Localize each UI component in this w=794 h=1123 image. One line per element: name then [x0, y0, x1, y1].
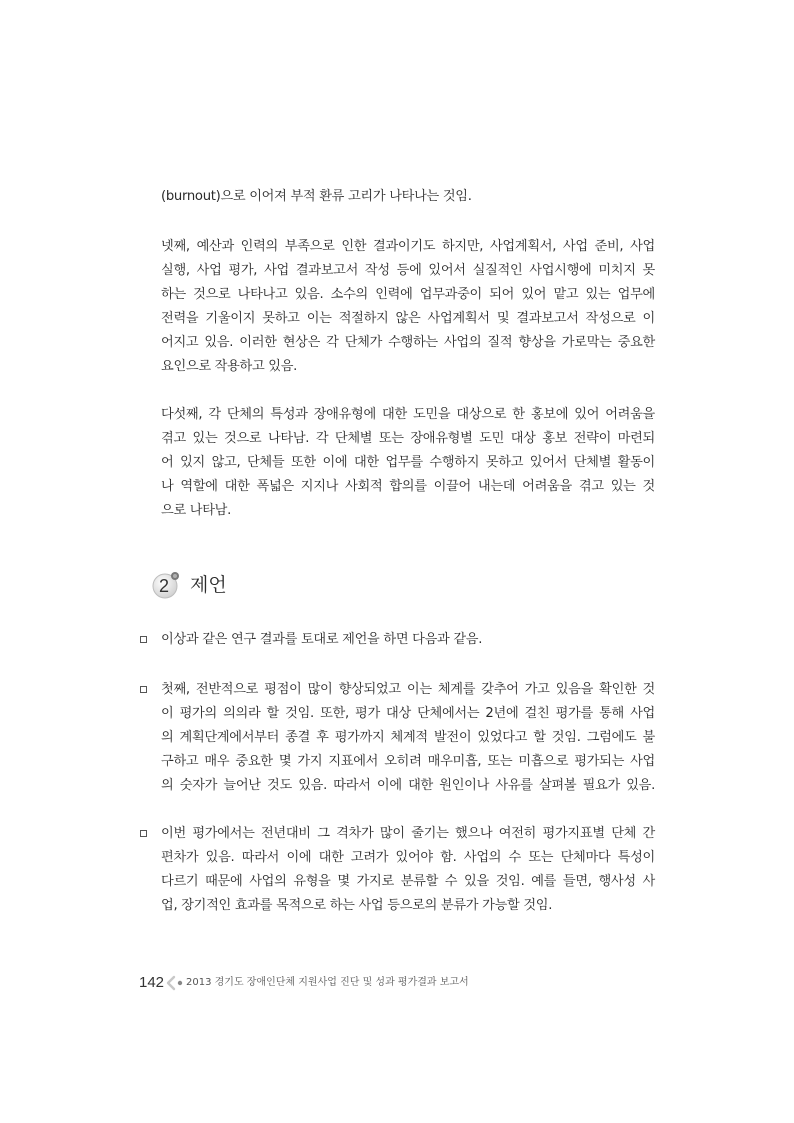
paragraph-line: 넷째, 예산과 인력의 부족으로 인한 결과이기도 하지만, 사업계획서, 사업 준비, 사업: [161, 239, 655, 254]
section-number: 2: [159, 576, 170, 596]
paragraph-line: 으로 나타남.: [161, 503, 231, 518]
paragraph-line: 다섯째, 각 단체의 특성과 장애유형에 대한 도민을 대상으로 한 홍보에 있어 어려움을: [161, 407, 655, 422]
bullet-line: 의 계획단계에서부터 종결 후 평가까지 체계적 발전이 있었다고 할 것임. 그럼에도 불: [161, 730, 655, 745]
square-bullet-icon: [140, 830, 147, 837]
section-number-badge: [152, 571, 180, 599]
square-bullet-icon: [140, 636, 147, 643]
footer-arrow-icon: [166, 975, 184, 991]
paragraph-line: (burnout)으로 이어져 부적 환류 고리가 나타나는 것임.: [161, 189, 472, 204]
paragraph-line: 하는 것으로 나타나고 있음. 소수의 인력에 업무과중이 되어 있어 맡고 있는 업무에: [161, 287, 655, 302]
bullet-line: 이 평가의 의의라 할 것임. 또한, 평가 대상 단체에서는 2년에 걸친 평가를 통해 사업: [161, 706, 655, 721]
paragraph-line: 요인으로 작용하고 있음.: [161, 359, 298, 374]
paragraph-line: 겪고 있는 것으로 나타남. 각 단체별 또는 장애유형별 도민 대상 홍보 전략이 마련되: [161, 431, 655, 446]
paragraph-line: 어 있지 않고, 단체들 또한 이에 대한 업무를 수행하지 못하고 있어서 단체별 활동이: [161, 455, 655, 470]
paragraph-line: 전력을 기울이지 못하고 이는 적절하지 않은 사업계획서 및 결과보고서 작성으로 이: [161, 311, 655, 326]
bullet-line: 구하고 매우 중요한 몇 가지 지표에서 오히려 매우미흡, 또는 미흡으로 평가되는 사업: [161, 754, 655, 769]
section-title: 제언: [190, 574, 227, 596]
bullet-line: 의 숫자가 늘어난 것도 있음. 따라서 이에 대한 원인이나 사유를 살펴볼 필요가 있음.: [161, 778, 655, 793]
bullet-line: 다르기 때문에 사업의 유형을 몇 가지로 분류할 수 있을 것임. 예를 들면, 행사성 사: [161, 874, 655, 889]
bullet-line: 이상과 같은 연구 결과를 토대로 제언을 하면 다음과 같음.: [161, 632, 483, 647]
paragraph-line: 나 역할에 대한 폭넓은 지지나 사회적 합의를 이끌어 내는데 어려움을 겪고 있는 것: [161, 479, 655, 494]
paragraph-line: 어지고 있음. 이러한 현상은 각 단체가 수행하는 사업의 질적 향상을 가로막는 중요한: [161, 335, 655, 350]
square-bullet-icon: [140, 686, 147, 693]
paragraph-line: 실행, 사업 평가, 사업 결과보고서 작성 등에 있어서 실질적인 사업시행에 미치지 못: [161, 263, 655, 278]
footer-report-title: 2013 경기도 장애인단체 지원사업 진단 및 성과 평가결과 보고서: [186, 977, 469, 988]
bullet-line: 이번 평가에서는 전년대비 그 격차가 많이 줄기는 했으나 여전히 평가지표별 단체 간: [161, 826, 655, 841]
bullet-line: 편차가 있음. 따라서 이에 대한 고려가 있어야 함. 사업의 수 또는 단체마다 특성이: [161, 850, 655, 865]
page-number: 142: [139, 974, 165, 991]
bullet-line: 업, 장기적인 효과를 목적으로 하는 사업 등으로의 분류가 가능할 것임.: [161, 898, 553, 913]
bullet-line: 첫째, 전반적으로 평점이 많이 향상되었고 이는 체계를 갖추어 가고 있음을 확인한 것: [161, 682, 655, 697]
